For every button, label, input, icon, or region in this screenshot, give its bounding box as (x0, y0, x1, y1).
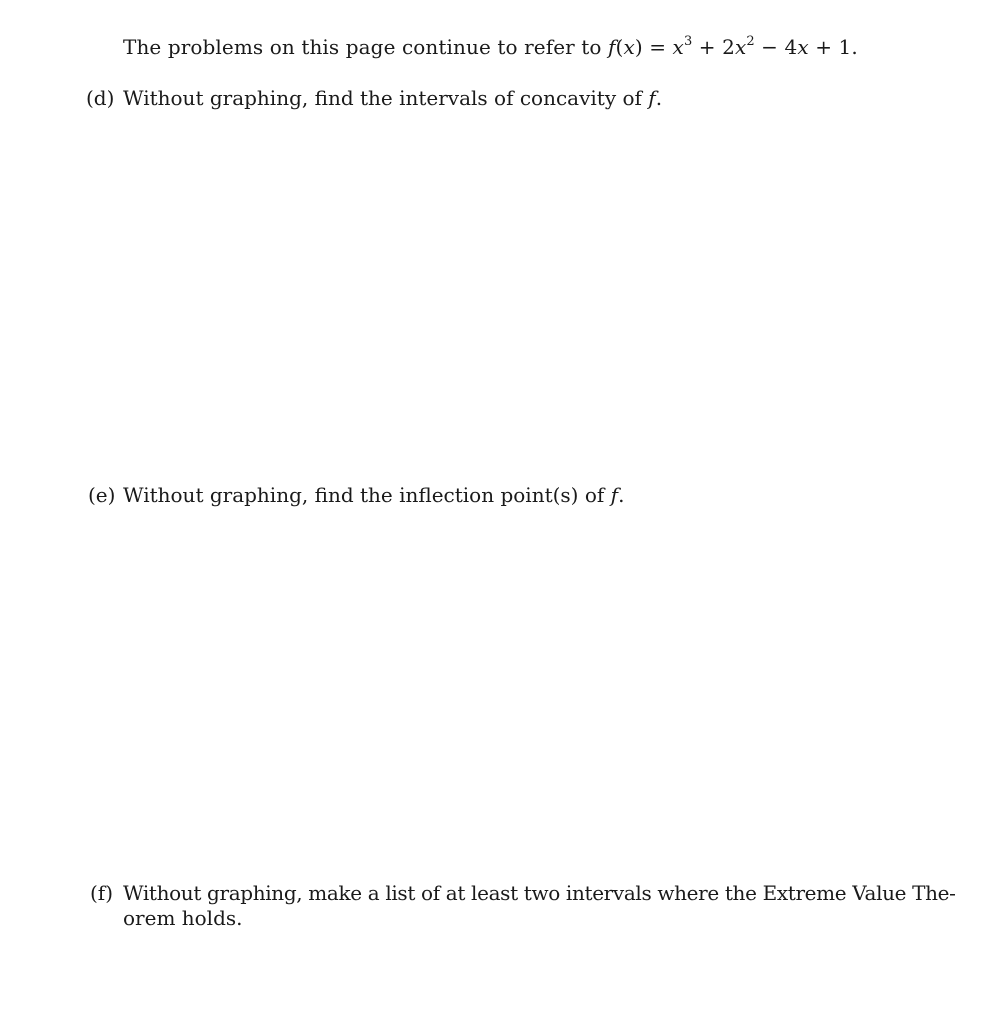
problem-text-line1: Without graphing, make a list of at least two intervals where the Extreme Value The- (123, 881, 956, 905)
problem-text: Without graphing, find the inflection point(s) of f. (123, 483, 625, 507)
intro-text: The problems on this page continue to refer to (123, 35, 602, 59)
problem-label: (e) (88, 483, 116, 507)
function-definition: $f(x) = x^3 + 2x^2 - 4x + 1$. (608, 34, 858, 59)
problem-text-line2: orem holds. (123, 906, 243, 930)
problem-label: (d) (86, 86, 115, 110)
intro-line (123, 34, 858, 60)
problem-text: Without graphing, find the intervals of concavity of f. (123, 86, 663, 110)
problem-label: (f) (90, 881, 114, 905)
